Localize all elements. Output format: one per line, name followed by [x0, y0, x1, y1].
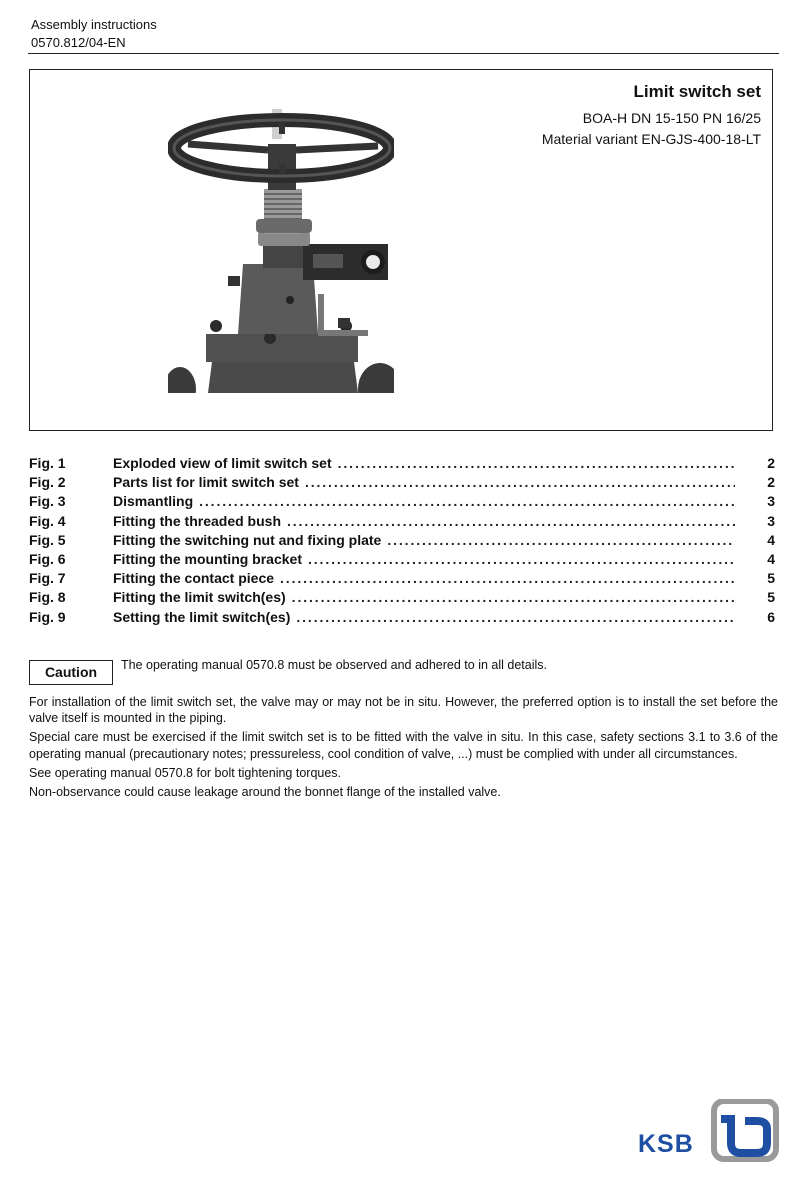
body-paragraph: Non-observance could cause leakage around the bonnet flange of the installed valve. [29, 785, 501, 800]
toc-fig-number: Fig. 5 [29, 531, 66, 548]
toc-leader-dots [199, 493, 735, 509]
toc-entry[interactable] [29, 474, 775, 493]
toc-entry[interactable] [29, 589, 775, 608]
toc-leader-dots [338, 455, 735, 471]
toc-entry[interactable] [29, 532, 775, 551]
toc-fig-number: Fig. 7 [29, 570, 66, 587]
product-designation: BOA-H DN 15-150 PN 16/25 [582, 110, 761, 126]
body-paragraph: For installation of the limit switch set, the valve may or may not be in situ. However, the preferred option is to install the set before the valve itself is mounted in the piping. [29, 695, 778, 726]
ksb-logo-text: KSB [638, 1130, 694, 1158]
toc-entry[interactable] [29, 551, 775, 570]
body-paragraph: See operating manual 0570.8 for bolt tightening torques. [29, 765, 342, 780]
toc-leader-dots [296, 609, 735, 625]
toc-entry[interactable] [29, 493, 775, 512]
document-type: Assembly instructions [31, 17, 157, 32]
toc-entry[interactable] [29, 570, 775, 589]
toc-entry[interactable] [29, 609, 775, 628]
toc-fig-title: Fitting the contact piece [113, 570, 275, 587]
toc-entry[interactable] [29, 455, 775, 474]
toc-fig-number: Fig. 1 [29, 455, 66, 471]
toc-fig-number: Fig. 4 [29, 512, 66, 529]
toc-page-number: 3 [767, 512, 775, 529]
toc-fig-number: Fig. 3 [29, 493, 66, 510]
toc-fig-title: Fitting the limit switch(es) [113, 589, 286, 606]
toc-fig-title: Fitting the mounting bracket [113, 550, 302, 567]
table-of-contents [29, 455, 775, 628]
toc-page-number: 4 [767, 531, 775, 548]
toc-leader-dots [305, 474, 735, 490]
toc-leader-dots [308, 551, 735, 567]
body-paragraph: Special care must be exercised if the limit switch set is to be fitted with the valve in situ. In this case, safety sections 3.1 to 3.6 of the operating manual (precautionary notes; pressureless, cool condition of valve, ...) must be complied with under all circumstances. [29, 730, 778, 761]
toc-fig-title: Dismantling [113, 493, 194, 510]
toc-fig-number: Fig. 2 [29, 474, 66, 491]
document-header [31, 16, 157, 52]
toc-fig-title: Parts list for limit switch set [113, 474, 299, 491]
toc-page-number: 2 [767, 474, 775, 491]
document-title: Limit switch set [633, 82, 761, 101]
toc-fig-title: Setting the limit switch(es) [113, 608, 291, 625]
toc-page-number: 6 [767, 608, 775, 625]
toc-page-number: 5 [767, 570, 775, 587]
toc-fig-number: Fig. 9 [29, 608, 66, 625]
toc-fig-title: Exploded view of limit switch set [113, 455, 332, 471]
toc-page-number: 3 [767, 493, 775, 510]
toc-fig-title: Fitting the threaded bush [113, 512, 281, 529]
body-text [29, 694, 778, 803]
toc-fig-number: Fig. 8 [29, 589, 66, 606]
document-number: 0570.812/04-EN [31, 35, 126, 50]
toc-leader-dots [387, 532, 735, 548]
toc-page-number: 5 [767, 589, 775, 606]
header-divider [28, 53, 779, 54]
material-variant: Material variant EN-GJS-400-18-LT [541, 131, 761, 147]
toc-page-number: 2 [767, 455, 775, 471]
toc-fig-title: Fitting the switching nut and fixing plate [113, 531, 382, 548]
caution-text: The operating manual 0570.8 must be observed and adhered to in all details. [121, 658, 547, 672]
toc-page-number: 4 [767, 550, 775, 567]
toc-leader-dots [287, 513, 735, 529]
caution-label: Caution [29, 660, 113, 685]
toc-entry[interactable] [29, 513, 775, 532]
cover-title-block [542, 82, 761, 150]
valve-photo [168, 104, 394, 393]
toc-leader-dots [280, 570, 735, 586]
toc-fig-number: Fig. 6 [29, 550, 66, 567]
toc-leader-dots [292, 589, 735, 605]
